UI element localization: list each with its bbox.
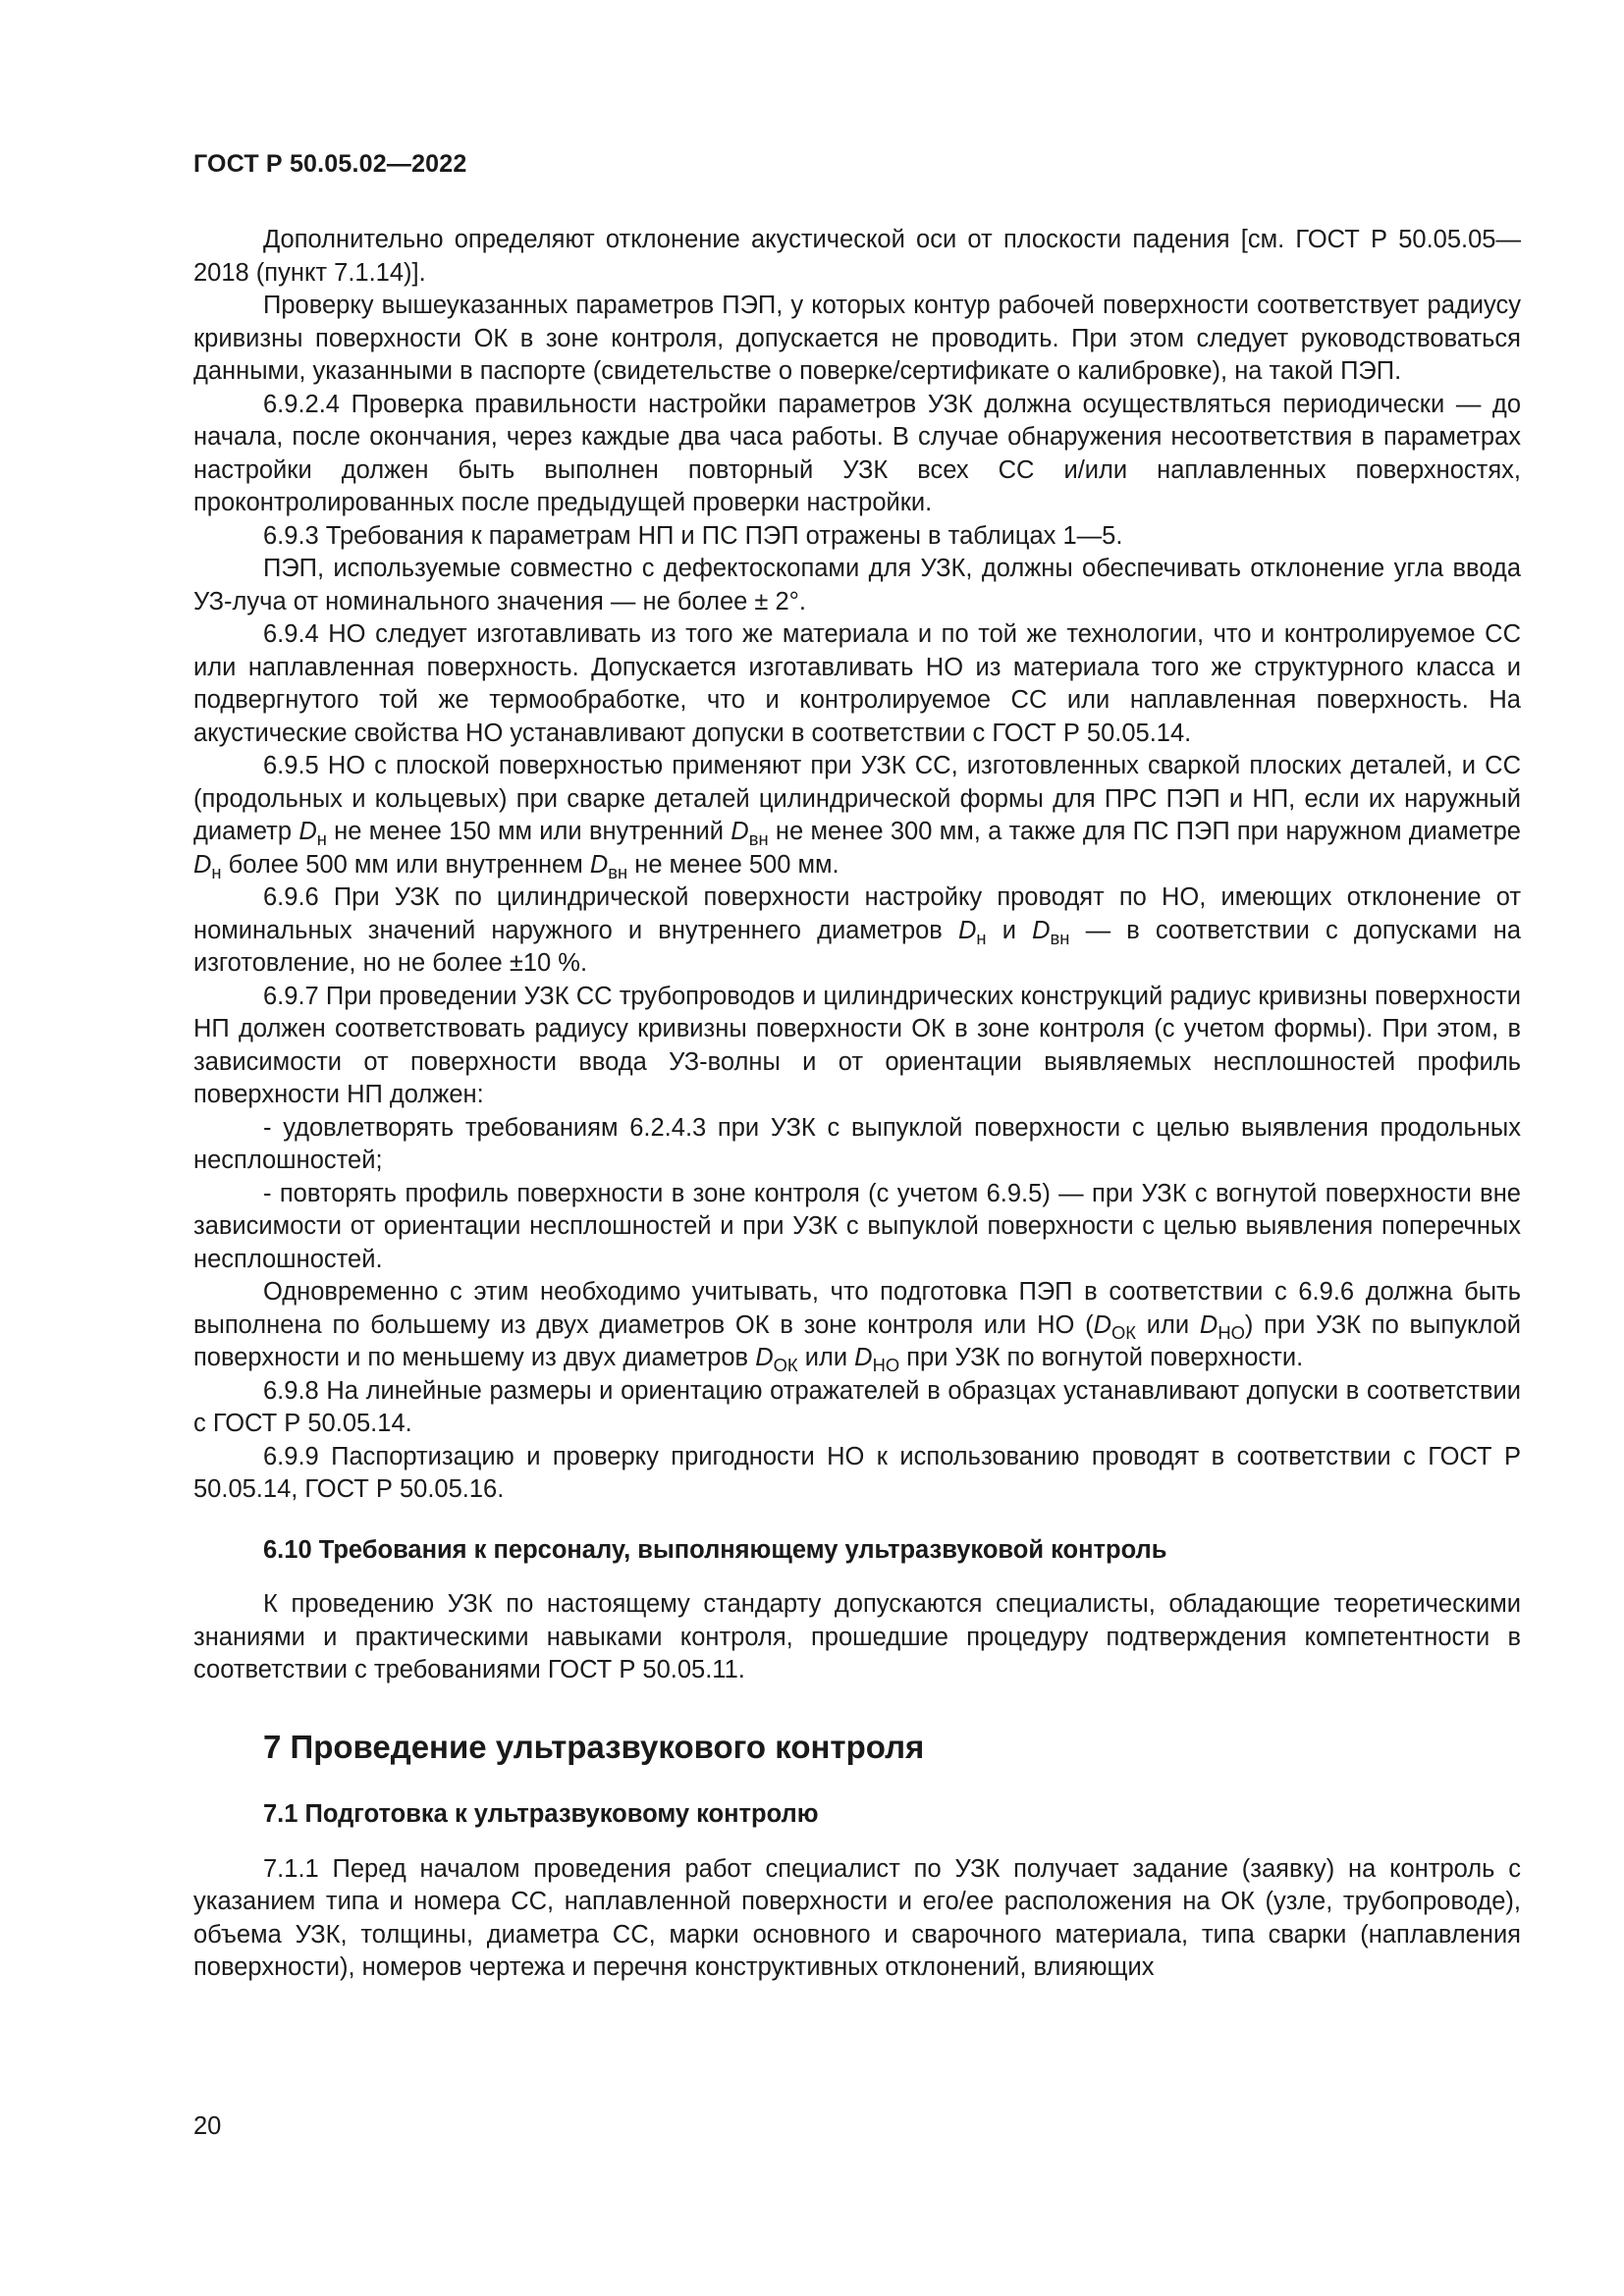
section-heading-6-10: 6.10 Требования к персоналу, выполняющему ультразвуковой контроль: [263, 1535, 1167, 1564]
symbol-d: D: [1093, 1310, 1111, 1339]
paragraph: ПЭП, используемые совместно с дефектоскопами для УЗК, должны обеспечивать отклонение угла ввода УЗ-луча от номинального значения — не более ± 2°.: [193, 555, 1521, 615]
text-fragment: не менее 300 мм, а также для ПС ПЭП при наружном диаметре: [775, 818, 1521, 845]
symbol-d: D: [854, 1344, 873, 1371]
text-fragment: Одновременно с этим необходимо учитывать, что подготовка ПЭП в соответствии с 6.9.6 должна быть выполнена по большему из двух диаметров ОК в зоне контроля или НО (: [193, 1278, 1521, 1339]
paragraph: 6.9.8 На линейные размеры и ориентацию отражателей в образцах устанавливают допуски в соответствии с ГОСТ Р 50.05.14.: [193, 1376, 1521, 1437]
subscript: ОК: [1111, 1321, 1136, 1343]
subscript: вн: [1050, 927, 1070, 948]
text-fragment: не менее 500 мм.: [634, 850, 839, 879]
text-fragment: ) при УЗК по выпуклой поверхности и по меньшему из двух диаметров: [193, 1310, 1521, 1371]
page-number: 20: [193, 2112, 222, 2140]
paragraph: Проверку вышеуказанных параметров ПЭП, у которых контур рабочей поверхности соответствует радиусу кривизны поверхности ОК в зоне контроля, допускается не проводить. При этом следует руководствоваться данными, указанными в паспорте (свидетельстве о поверке/сертификате о калибровке), на такой ПЭП.: [193, 292, 1521, 385]
subscript: н: [976, 927, 987, 948]
text-fragment: или: [804, 1344, 848, 1371]
paragraph: 6.9.7 При проведении УЗК СС трубопроводов и цилиндрических конструкций радиус кривизны поверхности НП должен соответствовать радиусу кривизны поверхности ОК в зоне контроля (с учетом формы). При этом, в зависимости от поверхности ввода УЗ-волны и от ориентации выявляемых несплошностей профиль поверхности НП должен:: [193, 982, 1521, 1108]
paragraph: К проведению УЗК по настоящему стандарту допускаются специалисты, обладающие теоретическими знаниями и практическими навыками контроля, прошедшие процедуру подтверждения компетентности в соответствии с требованиями ГОСТ Р 50.05.11.: [193, 1590, 1521, 1683]
text-fragment: более 500 мм или внутреннем: [228, 850, 583, 879]
section-heading-7-1: 7.1 Подготовка к ультразвуковому контролю: [263, 1800, 819, 1828]
paragraph: 6.9.4 НО следует изготавливать из того же материала и по той же технологии, что и контролируемое СС или наплавленная поверхность. Допускается изготавливать НО из материала того же структурного класса и подвергнутого той же термообработке, что и контролируемое СС или наплавленная поверхность. На акустические свойства НО устанавливают допуски в соответствии с ГОСТ Р 50.05.14.: [193, 620, 1521, 747]
symbol-d: D: [1032, 916, 1051, 944]
text-fragment: 6.9.5 НО с плоской поверхностью применяют при УЗК СС, изготовленных сваркой плоских деталей, и СС (продольных и кольцевых) при сварке деталей цилиндрической формы для ПРС ПЭП и НП, если их наружный диаметр: [193, 752, 1521, 845]
subscript: ОК: [773, 1354, 798, 1375]
paragraph-6-9-6: [193, 881, 1521, 981]
text-fragment: 6.9.6 При УЗК по цилиндрической поверхности настройку проводят по НО, имеющих отклонение от номинальных значений наружного и внутреннего диаметров: [193, 883, 1521, 944]
document-header: ГОСТ Р 50.05.02—2022: [193, 150, 467, 178]
paragraph: Дополнительно определяют отклонение акустической оси от плоскости падения [см. ГОСТ Р 50.05.05—2018 (пункт 7.1.14)].: [193, 226, 1521, 287]
list-item: - удовлетворять требованиям 6.2.4.3 при УЗК с выпуклой поверхности с целью выявления продольных несплошностей;: [193, 1113, 1521, 1174]
paragraph-6-9-5: [193, 750, 1521, 881]
paragraph: 6.9.2.4 Проверка правильности настройки параметров УЗК должна осуществляться периодически — до начала, после окончания, через каждые два часа работы. В случае обнаружения несоответствия в параметрах настройки должен быть выполнен повторный УЗК всех СС и/или наплавленных поверхностях, проконтролированных после предыдущей проверки настройки.: [193, 390, 1521, 516]
subscript: н: [316, 828, 327, 849]
subscript: вн: [748, 828, 769, 849]
text-fragment: при УЗК по вогнутой поверхности.: [906, 1344, 1304, 1371]
symbol-d: D: [193, 850, 212, 879]
subscript: н: [211, 861, 222, 882]
symbol-d: D: [958, 916, 977, 944]
symbol-d: D: [755, 1344, 774, 1371]
paragraph: 6.9.9 Паспортизацию и проверку пригодности НО к использованию проводят в соответствии с ГОСТ Р 50.05.14, ГОСТ Р 50.05.16.: [193, 1442, 1521, 1503]
chapter-heading-7: 7 Проведение ультразвукового контроля: [263, 1728, 925, 1765]
text-fragment: — в соответствии с допусками на изготовление, но не более ±10 %.: [193, 916, 1522, 977]
subscript: НО: [872, 1354, 900, 1375]
subscript: НО: [1218, 1321, 1245, 1343]
subscript: вн: [608, 861, 628, 882]
list-item: - повторять профиль поверхности в зоне контроля (с учетом 6.9.5) — при УЗК с вогнутой поверхности вне зависимости от ориентации несплошностей и при УЗК с выпуклой поверхности с целью выявления поперечных несплошностей.: [193, 1179, 1521, 1273]
symbol-d: D: [1199, 1310, 1218, 1339]
symbol-d: D: [298, 818, 317, 845]
paragraph-diameters: [193, 1276, 1521, 1375]
text-fragment: не менее 150 мм или внутренний: [334, 818, 725, 845]
text-fragment: и: [1001, 916, 1016, 944]
symbol-d: D: [731, 818, 749, 845]
text-fragment: или: [1146, 1310, 1190, 1339]
symbol-d: D: [589, 850, 609, 879]
paragraph: 7.1.1 Перед началом проведения работ специалист по УЗК получает задание (заявку) на контроль с указанием типа и номера СС, наплавленной поверхности и его/ее расположения на ОК (узле, трубопроводе), объема УЗК, толщины, диаметра СС, марки основного и сварочного материала, типа сварки (наплавления поверхности), номеров чертежа и перечня конструктивных отклонений, влияющих: [193, 1854, 1521, 1981]
paragraph: 6.9.3 Требования к параметрам НП и ПС ПЭП отражены в таблицах 1—5.: [263, 521, 1123, 550]
page-body: [193, 224, 1521, 1985]
